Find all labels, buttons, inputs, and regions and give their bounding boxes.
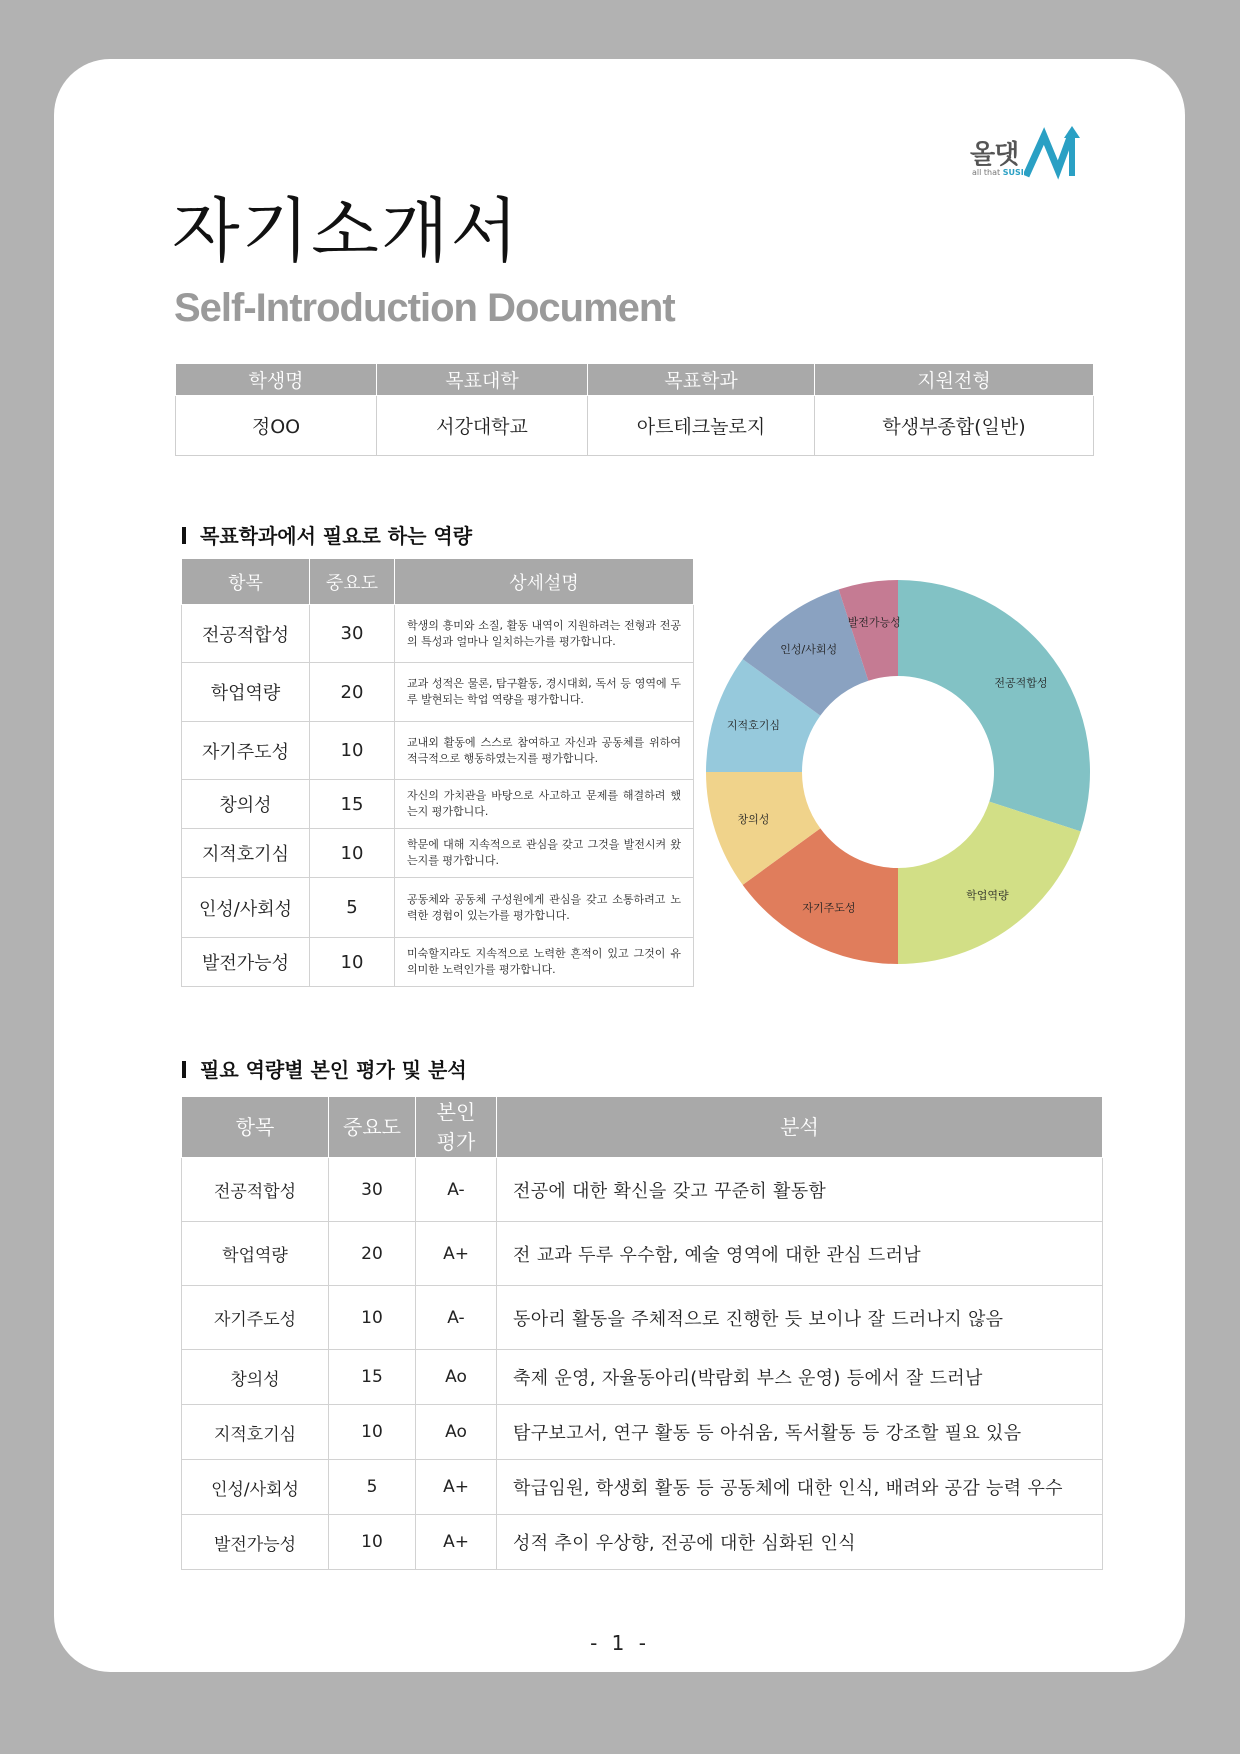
competency-item: 발전가능성 <box>182 938 310 987</box>
competency-desc: 학문에 대해 지속적으로 관심을 갖고 그것을 발전시켜 왔는지를 평가합니다. <box>395 829 694 878</box>
competency-weight: 15 <box>310 780 395 829</box>
table-row <box>182 605 694 663</box>
evaluation-header-row <box>182 1097 1103 1158</box>
donut-slice-label: 학업역량 <box>966 888 1009 902</box>
table-row <box>182 722 694 780</box>
competency-desc: 자신의 가치관을 바탕으로 사고하고 문제를 해결하려 했는지 평가합니다. <box>395 780 694 829</box>
evaluation-analysis: 학급임원, 학생회 활동 등 공동체에 대한 인식, 배려와 공감 능력 우수 <box>497 1460 1103 1515</box>
competency-weight: 30 <box>310 605 395 663</box>
competency-desc: 미숙할지라도 지속적으로 노력한 흔적이 있고 그것이 유의미한 노력인가를 평가합니다. <box>395 938 694 987</box>
donut-slice-label: 발전가능성 <box>847 615 901 629</box>
competency-item: 학업역량 <box>182 663 310 722</box>
section-heading-self-evaluation: 필요 역량별 본인 평가 및 분석 <box>182 1054 467 1083</box>
evaluation-grade: Ao <box>416 1405 497 1460</box>
competency-donut-chart <box>700 578 1100 978</box>
evaluation-item: 전공적합성 <box>182 1158 329 1222</box>
info-value-row <box>176 396 1094 456</box>
evaluation-grade: Ao <box>416 1350 497 1405</box>
competency-desc: 학생의 흥미와 소질, 활동 내역이 지원하려는 전형과 전공의 특성과 얼마나 일치하는가를 평가합니다. <box>395 605 694 663</box>
competency-desc: 공동체와 공동체 구성원에게 관심을 갖고 소통하려고 노력한 경험이 있는가를 평가합니다. <box>395 878 694 938</box>
competency-header-row <box>182 559 694 605</box>
evaluation-header-cell: 중요도 <box>329 1097 416 1158</box>
donut-slice-label: 자기주도성 <box>802 901 856 915</box>
document-title: 자기소개서 <box>172 190 521 272</box>
info-header-cell: 학생명 <box>176 364 377 396</box>
evaluation-weight: 20 <box>329 1222 416 1286</box>
competency-item: 자기주도성 <box>182 722 310 780</box>
competency-item: 인성/사회성 <box>182 878 310 938</box>
evaluation-analysis: 전 교과 두루 우수함, 예술 영역에 대한 관심 드러남 <box>497 1222 1103 1286</box>
evaluation-analysis: 전공에 대한 확신을 갖고 꾸준히 활동함 <box>497 1158 1103 1222</box>
competency-weight: 10 <box>310 722 395 780</box>
evaluation-weight: 10 <box>329 1515 416 1570</box>
donut-slice-label: 창의성 <box>737 812 770 826</box>
competency-weight: 20 <box>310 663 395 722</box>
evaluation-header-cell: 본인 평가 <box>416 1097 497 1158</box>
info-header-cell: 목표대학 <box>377 364 588 396</box>
brand-logo <box>966 126 1116 182</box>
evaluation-analysis: 성적 추이 우상향, 전공에 대한 심화된 인식 <box>497 1515 1103 1570</box>
target-university: 서강대학교 <box>377 396 588 456</box>
donut-slice-label: 전공적합성 <box>994 676 1048 690</box>
logo-arrow-icon <box>1024 126 1080 182</box>
donut-slice-label: 인성/사회성 <box>780 643 838 657</box>
evaluation-header-cell: 항목 <box>182 1097 329 1158</box>
competency-weight: 5 <box>310 878 395 938</box>
page-number: - 1 - <box>590 1631 650 1655</box>
evaluation-item: 자기주도성 <box>182 1286 329 1350</box>
evaluation-weight: 5 <box>329 1460 416 1515</box>
table-row <box>182 1222 1103 1286</box>
info-header-cell: 목표학과 <box>588 364 815 396</box>
donut-slice-label: 지적호기심 <box>726 719 781 733</box>
evaluation-analysis: 축제 운영, 자율동아리(박람회 부스 운영) 등에서 잘 드러남 <box>497 1350 1103 1405</box>
evaluation-item: 지적호기심 <box>182 1405 329 1460</box>
evaluation-grade: A- <box>416 1286 497 1350</box>
heading-bar-icon <box>182 1061 186 1078</box>
donut-slice <box>898 580 1090 831</box>
evaluation-item: 발전가능성 <box>182 1515 329 1570</box>
evaluation-weight: 15 <box>329 1350 416 1405</box>
competency-header-cell: 중요도 <box>310 559 395 605</box>
donut-slice <box>898 802 1081 964</box>
evaluation-item: 창의성 <box>182 1350 329 1405</box>
info-header-cell: 지원전형 <box>815 364 1094 396</box>
table-row <box>182 829 694 878</box>
logo-text-ko: 올댓 <box>970 140 1019 170</box>
table-row <box>182 1515 1103 1570</box>
self-evaluation-table <box>181 1096 1103 1570</box>
evaluation-grade: A+ <box>416 1460 497 1515</box>
competency-weight: 10 <box>310 829 395 878</box>
evaluation-item: 학업역량 <box>182 1222 329 1286</box>
competency-item: 전공적합성 <box>182 605 310 663</box>
evaluation-weight: 10 <box>329 1286 416 1350</box>
table-row <box>182 1405 1103 1460</box>
competency-item: 창의성 <box>182 780 310 829</box>
admission-type: 학생부종합(일반) <box>815 396 1094 456</box>
competency-weight: 10 <box>310 938 395 987</box>
competency-desc: 교과 성적은 물론, 탐구활동, 경시대회, 독서 등 영역에 두루 발현되는 학업 역량을 평가합니다. <box>395 663 694 722</box>
evaluation-weight: 10 <box>329 1405 416 1460</box>
target-department: 아트테크놀로지 <box>588 396 815 456</box>
evaluation-grade: A+ <box>416 1222 497 1286</box>
evaluation-item: 인성/사회성 <box>182 1460 329 1515</box>
table-row <box>182 1460 1103 1515</box>
competency-table <box>181 558 694 987</box>
evaluation-grade: A+ <box>416 1515 497 1570</box>
table-row <box>182 878 694 938</box>
table-row <box>182 1158 1103 1222</box>
logo-text-en: all that SUSI <box>972 168 1024 177</box>
table-row <box>182 938 694 987</box>
evaluation-grade: A- <box>416 1158 497 1222</box>
competency-desc: 교내외 활동에 스스로 참여하고 자신과 공동체를 위하여 적극적으로 행동하였는지를 평가합니다. <box>395 722 694 780</box>
table-row <box>182 1350 1103 1405</box>
document-subtitle: Self-Introduction Document <box>174 286 675 330</box>
evaluation-weight: 30 <box>329 1158 416 1222</box>
competency-header-cell: 항목 <box>182 559 310 605</box>
table-row <box>182 1286 1103 1350</box>
student-name: 정OO <box>176 396 377 456</box>
evaluation-analysis: 탐구보고서, 연구 활동 등 아쉬움, 독서활동 등 강조할 필요 있음 <box>497 1405 1103 1460</box>
section-heading-competencies: 목표학과에서 필요로 하는 역량 <box>182 520 472 549</box>
table-row <box>182 780 694 829</box>
student-info-table <box>175 363 1094 456</box>
competency-item: 지적호기심 <box>182 829 310 878</box>
table-row <box>182 663 694 722</box>
heading-bar-icon <box>182 527 186 544</box>
info-header-row <box>176 364 1094 396</box>
evaluation-header-cell: 분석 <box>497 1097 1103 1158</box>
competency-header-cell: 상세설명 <box>395 559 694 605</box>
evaluation-analysis: 동아리 활동을 주체적으로 진행한 듯 보이나 잘 드러나지 않음 <box>497 1286 1103 1350</box>
